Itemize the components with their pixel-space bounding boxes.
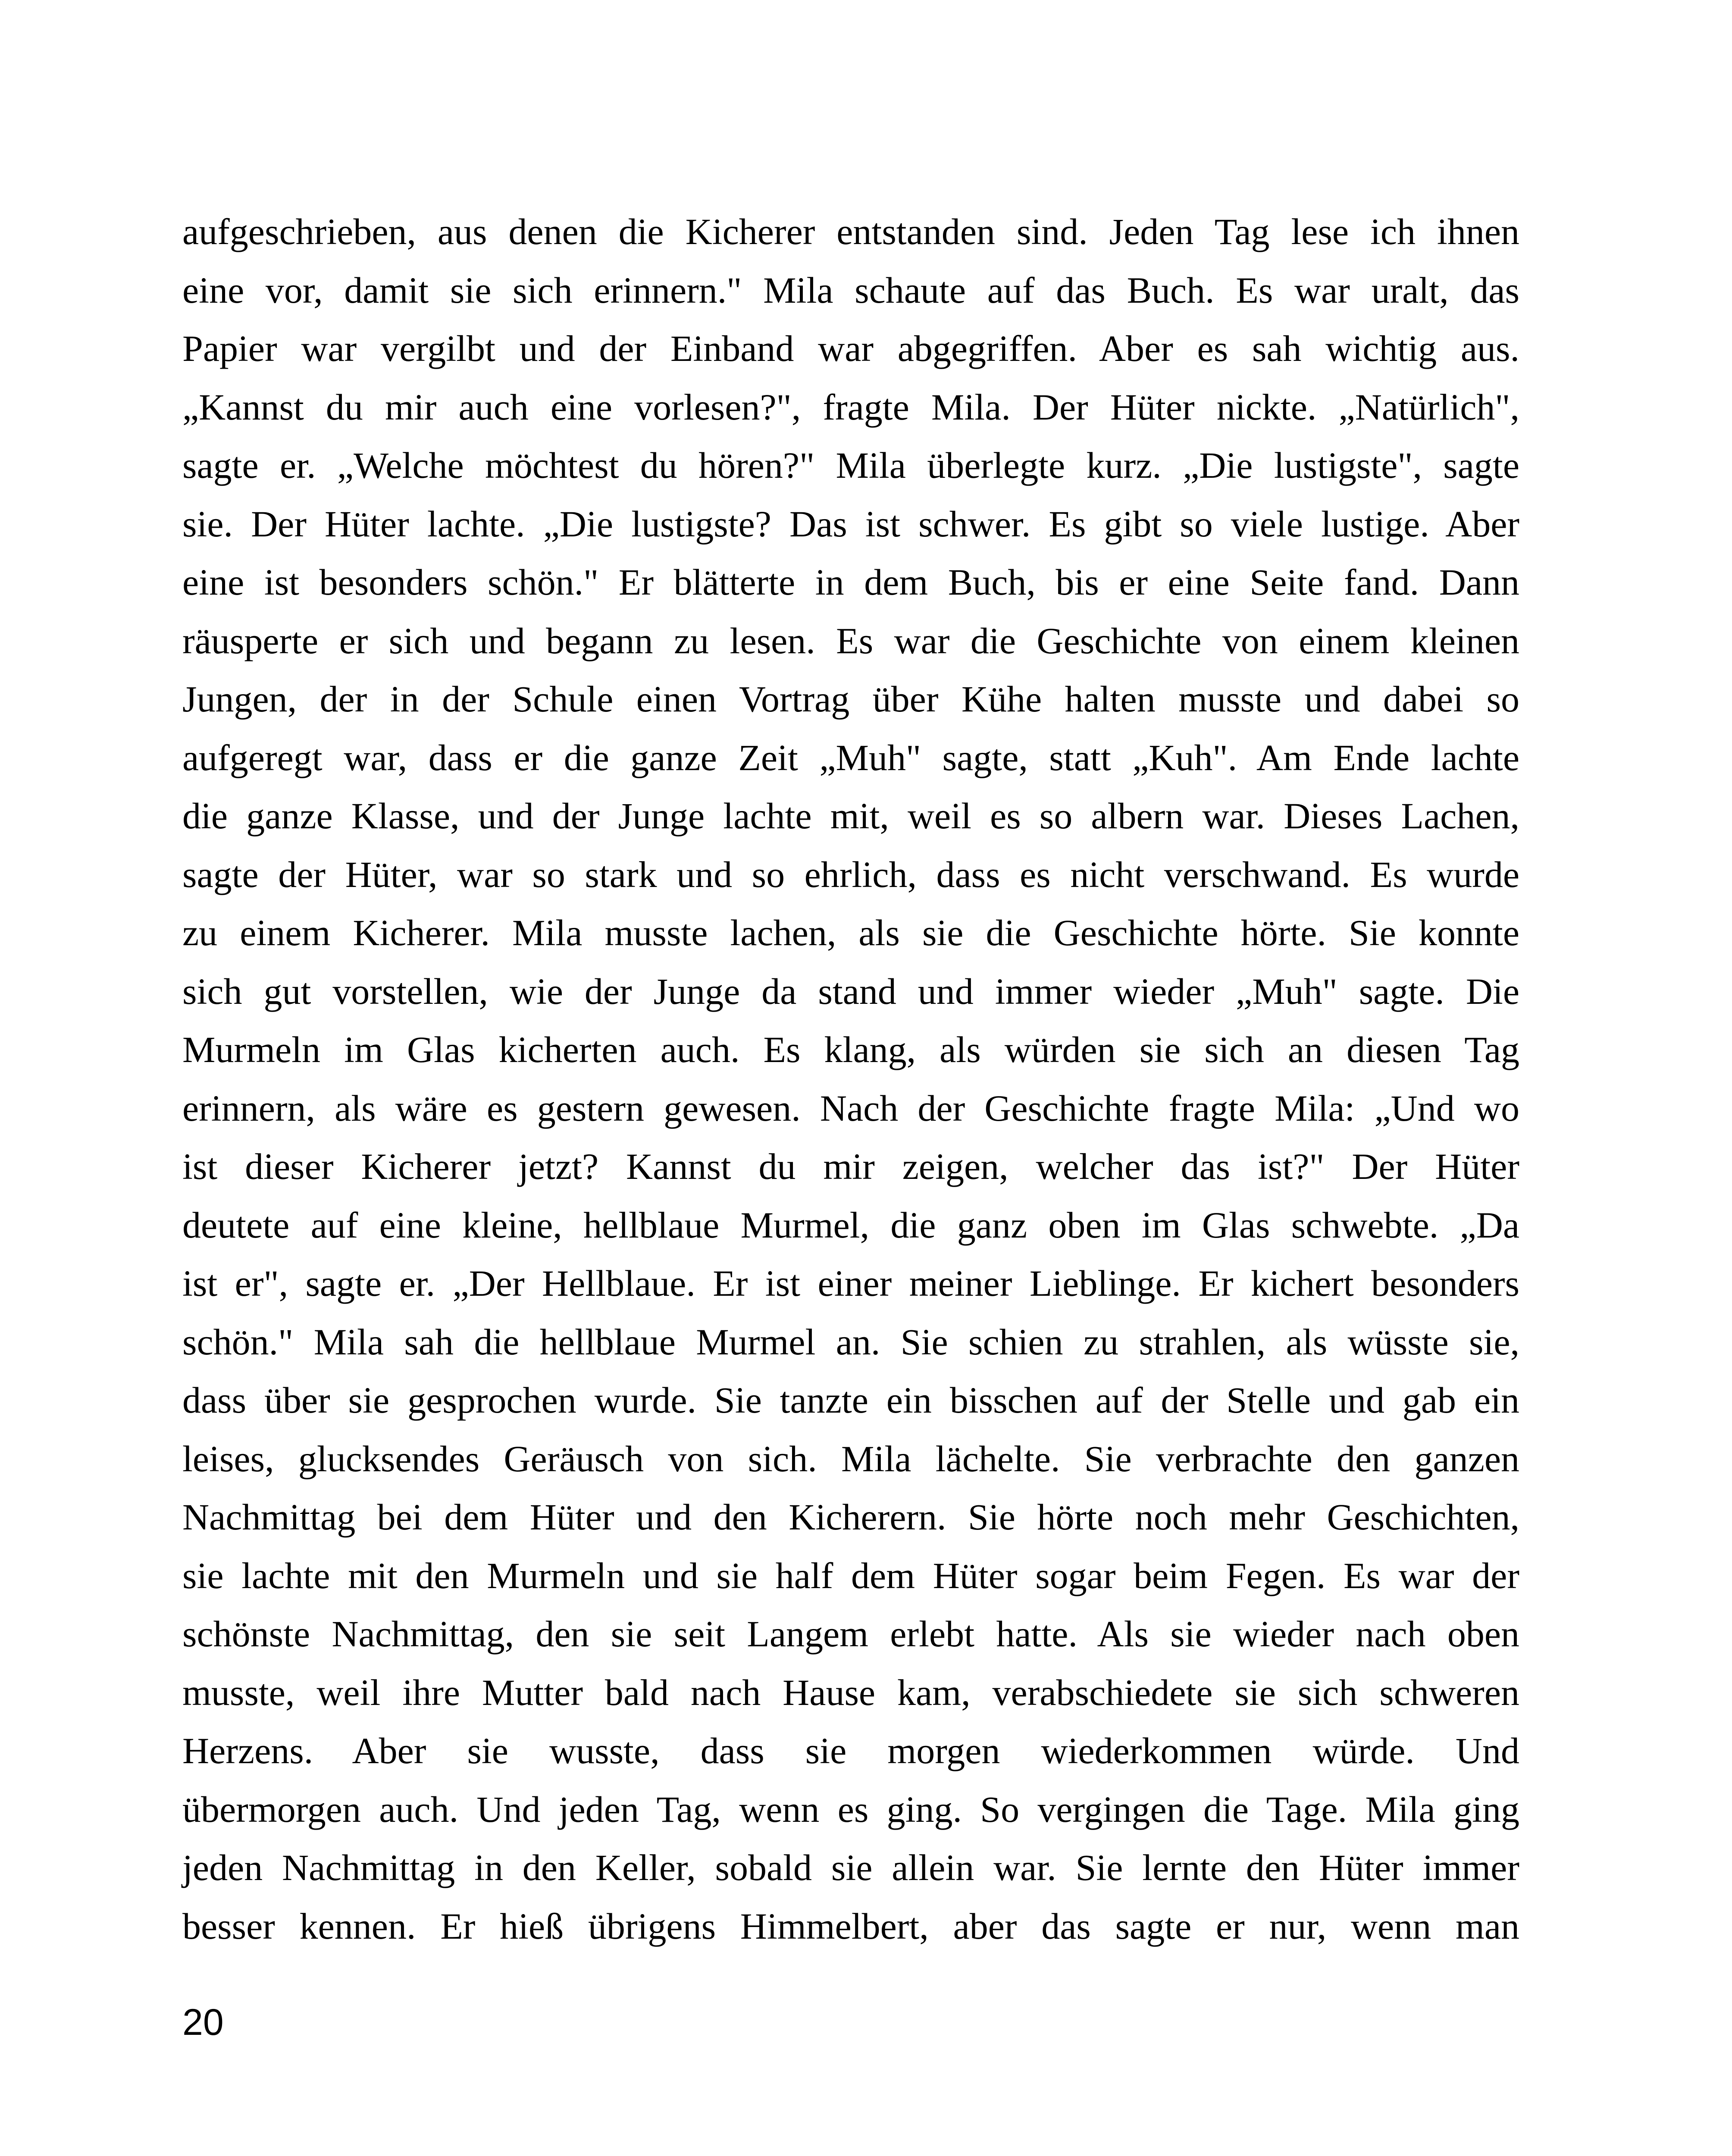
text-line: „Kannst du mir auch eine vorlesen?", fragte Mila. Der Hüter nickte. „Natürlich", (182, 386, 1519, 428)
text-line: übermorgen auch. Und jeden Tag, wenn es ging. So vergingen die Tage. Mila ging (182, 1788, 1519, 1830)
text-line: sagte der Hüter, war so stark und so ehrlich, dass es nicht verschwand. Es wurde (182, 853, 1519, 895)
text-line: schönste Nachmittag, den sie seit Langem erlebt hatte. Als sie wieder nach oben (182, 1613, 1519, 1655)
text-line: leises, glucksendes Geräusch von sich. Mila lächelte. Sie verbrachte den ganzen (182, 1438, 1519, 1479)
text-line: besser kennen. Er hieß übrigens Himmelbert, aber das sagte er nur, wenn man (182, 1905, 1519, 1947)
text-line: sich gut vorstellen, wie der Junge da stand und immer wieder „Muh" sagte. Die (182, 970, 1519, 1012)
text-line: die ganze Klasse, und der Junge lachte mit, weil es so albern war. Dieses Lachen, (182, 795, 1519, 837)
text-line: musste, weil ihre Mutter bald nach Hause kam, verabschiedete sie sich schweren (182, 1671, 1519, 1713)
body-text (182, 203, 1519, 1955)
text-line: sie. Der Hüter lachte. „Die lustigste? Das ist schwer. Es gibt so viele lustige. Aber (182, 503, 1519, 545)
text-line: eine ist besonders schön." Er blätterte in dem Buch, bis er eine Seite fand. Dann (182, 561, 1519, 603)
text-line: deutete auf eine kleine, hellblaue Murmel, die ganz oben im Glas schwebte. „Da (182, 1204, 1519, 1246)
text-line: zu einem Kicherer. Mila musste lachen, als sie die Geschichte hörte. Sie konnte (182, 912, 1519, 953)
text-line: aufgeregt war, dass er die ganze Zeit „Muh" sagte, statt „Kuh". Am Ende lachte (182, 736, 1519, 778)
text-line: Papier war vergilbt und der Einband war abgegriffen. Aber es sah wichtig aus. (182, 328, 1519, 369)
page-number: 20 (182, 2002, 224, 2043)
text-line: schön." Mila sah die hellblaue Murmel an. Sie schien zu strahlen, als wüsste sie, (182, 1321, 1519, 1363)
text-line: ist er", sagte er. „Der Hellblaue. Er ist einer meiner Lieblinge. Er kichert besonders (182, 1263, 1519, 1304)
text-line: Jungen, der in der Schule einen Vortrag über Kühe halten musste und dabei so (182, 678, 1519, 720)
text-line: dass über sie gesprochen wurde. Sie tanzte ein bisschen auf der Stelle und gab ein (182, 1379, 1519, 1421)
text-line: Murmeln im Glas kicherten auch. Es klang, als würden sie sich an diesen Tag (182, 1029, 1519, 1070)
text-line: ist dieser Kicherer jetzt? Kannst du mir zeigen, welcher das ist?" Der Hüter (182, 1146, 1519, 1187)
text-line: Herzens. Aber sie wusste, dass sie morgen wiederkommen würde. Und (182, 1730, 1519, 1771)
text-line: sie lachte mit den Murmeln und sie half dem Hüter sogar beim Fegen. Es war der (182, 1554, 1519, 1596)
text-line: aufgeschrieben, aus denen die Kicherer entstanden sind. Jeden Tag lese ich ihnen (182, 211, 1519, 252)
text-line: jeden Nachmittag in den Keller, sobald sie allein war. Sie lernte den Hüter immer (182, 1847, 1519, 1888)
text-line: Nachmittag bei dem Hüter und den Kicherern. Sie hörte noch mehr Geschichten, (182, 1496, 1519, 1538)
text-line: sagte er. „Welche möchtest du hören?" Mila überlegte kurz. „Die lustigste", sagte (182, 445, 1519, 486)
text-line: eine vor, damit sie sich erinnern." Mila schaute auf das Buch. Es war uralt, das (182, 269, 1519, 311)
text-line: räusperte er sich und begann zu lesen. Es war die Geschichte von einem kleinen (182, 620, 1519, 661)
text-line: erinnern, als wäre es gestern gewesen. Nach der Geschichte fragte Mila: „Und wo (182, 1087, 1519, 1129)
